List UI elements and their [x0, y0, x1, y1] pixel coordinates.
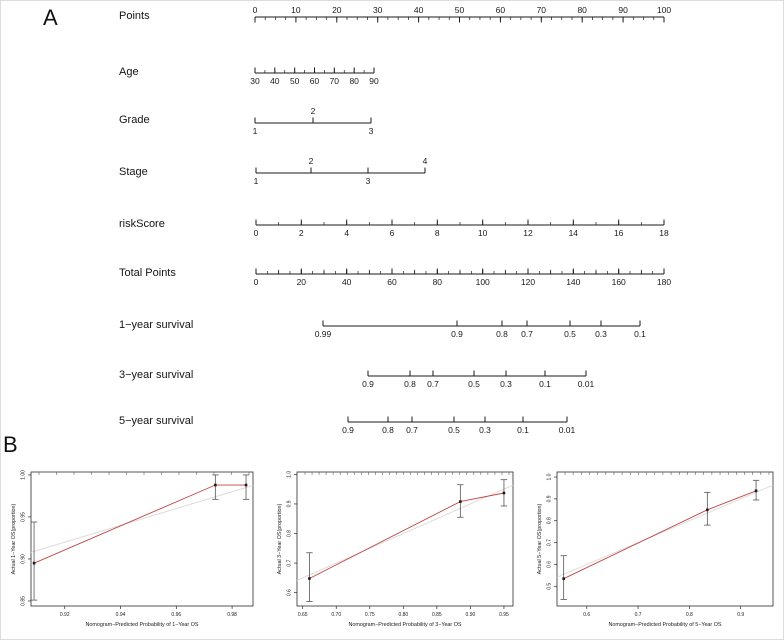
tick-label: 4 — [422, 156, 428, 166]
tick-label: 90 — [618, 5, 628, 15]
tick-label: 0.9 — [362, 379, 374, 389]
tick-label: 0.7 — [406, 425, 418, 435]
tick-label: 0.5 — [448, 425, 460, 435]
tick-label: 0.1 — [539, 379, 551, 389]
tick-label: 1.0 — [546, 473, 553, 481]
x-axis-title: Nomogram−Predicted Probability of 1−Year OS — [85, 622, 199, 628]
y-axis-title: Actual 3−Year OS(proportion) — [277, 503, 283, 575]
calibration-line — [309, 493, 504, 578]
tick-label: 0.7 — [521, 329, 533, 339]
data-point — [214, 484, 217, 487]
tick-label: 60 — [309, 76, 320, 86]
calibration-line — [564, 491, 756, 579]
ideal-line — [31, 485, 253, 552]
nomogram-axis — [254, 156, 428, 186]
tick-label: 0.1 — [517, 425, 529, 435]
tick-label: 12 — [523, 228, 533, 238]
tick-label: 0.9 — [342, 425, 354, 435]
tick-label: 0.7 — [546, 539, 553, 547]
plot-box — [297, 472, 513, 606]
tick-label: 0.99 — [314, 329, 332, 339]
calibration-plot — [277, 471, 513, 628]
nomogram-axis — [254, 220, 669, 239]
y-axis-title: Actual 5−Year OS(proportion) — [537, 503, 543, 575]
tick-label: 0 — [253, 228, 259, 238]
nomogram-axis — [250, 68, 379, 87]
tick-label: 20 — [332, 5, 342, 15]
data-point — [562, 577, 565, 580]
tick-label: 100 — [656, 5, 672, 15]
tick-label: 14 — [568, 228, 579, 238]
nomogram-axis — [254, 269, 672, 288]
ideal-line — [557, 485, 773, 577]
tick-label: 40 — [341, 277, 352, 287]
nomogram-row-label-1-year-survival: 1−year survival — [119, 319, 194, 331]
data-point — [459, 500, 462, 503]
tick-label: 0.85 — [20, 596, 27, 606]
calibration-plot-1-year — [5, 451, 261, 640]
tick-label: 0.8 — [685, 612, 693, 618]
tick-label: 0.90 — [20, 554, 27, 564]
x-axis-title: Nomogram−Predicted Probability of 3−Year OS — [348, 622, 462, 628]
data-point — [706, 509, 709, 512]
tick-label: 0.6 — [583, 612, 591, 618]
plot-box — [557, 472, 773, 606]
data-point — [503, 492, 506, 495]
nomogram-row-label-3-year-survival: 3−year survival — [119, 369, 194, 381]
tick-label: 0.3 — [479, 425, 491, 435]
tick-label: 2 — [310, 106, 316, 116]
tick-label: 0.95 — [499, 612, 509, 618]
nomogram-row-label-points: Points — [119, 10, 150, 22]
nomogram-row-label-riskscore: riskScore — [119, 218, 165, 230]
nomogram-row-label-stage: Stage — [119, 166, 148, 178]
nomogram-axis — [362, 371, 594, 390]
tick-label: 0.98 — [227, 612, 237, 618]
tick-label: 0.6 — [286, 589, 293, 597]
tick-label: 0.94 — [115, 612, 126, 618]
tick-label: 0.7 — [286, 559, 293, 567]
tick-label: 0.01 — [558, 425, 576, 435]
ideal-line — [297, 485, 513, 580]
tick-label: 2 — [298, 228, 304, 238]
tick-label: 0.9 — [546, 495, 553, 503]
tick-label: 100 — [475, 277, 490, 287]
tick-label: 180 — [656, 277, 672, 287]
tick-label: 50 — [289, 76, 300, 86]
tick-label: 0.01 — [577, 379, 595, 389]
calibration-plot-3-year — [265, 451, 521, 640]
tick-label: 0.8 — [286, 530, 293, 538]
tick-label: 0.9 — [286, 500, 293, 508]
tick-label: 1.00 — [20, 470, 27, 480]
data-point — [755, 489, 758, 492]
tick-label: 0.5 — [546, 582, 553, 590]
nomogram-row-label-total-points: Total Points — [119, 267, 176, 279]
calibration-plot — [11, 470, 253, 628]
tick-label: 0.70 — [331, 612, 342, 618]
y-axis-title: Actual 1−Year OS(proportion) — [11, 503, 17, 575]
tick-label: 0.96 — [171, 612, 182, 618]
calibration-plot-5-year — [525, 451, 781, 640]
tick-label: 0.8 — [404, 379, 416, 389]
tick-label: 0.95 — [20, 512, 27, 522]
tick-label: 0.75 — [364, 612, 375, 618]
tick-label: 0.7 — [634, 612, 642, 618]
panel-b-label: B — [3, 432, 18, 457]
tick-label: 4 — [344, 228, 350, 238]
tick-label: 0.8 — [496, 329, 508, 339]
x-axis-title: Nomogram−Predicted Probability of 5−Year OS — [608, 622, 722, 628]
tick-label: 80 — [349, 76, 359, 86]
tick-label: 70 — [329, 76, 340, 86]
tick-label: 0.9 — [451, 329, 463, 339]
tick-label: 70 — [536, 5, 547, 15]
tick-label: 40 — [413, 5, 424, 15]
tick-label: 2 — [308, 156, 314, 166]
data-point — [308, 577, 311, 580]
tick-label: 0 — [253, 277, 259, 287]
nomogram-row-label-grade: Grade — [119, 114, 150, 126]
tick-label: 30 — [372, 5, 383, 15]
tick-label: 0.92 — [59, 612, 70, 618]
data-point — [33, 562, 36, 565]
data-point — [245, 484, 248, 487]
tick-label: 160 — [611, 277, 626, 287]
tick-label: 60 — [387, 277, 397, 287]
tick-label: 0.80 — [398, 612, 409, 618]
tick-label: 80 — [432, 277, 443, 287]
tick-label: 0.5 — [564, 329, 576, 339]
tick-label: 140 — [566, 277, 581, 287]
tick-label: 20 — [296, 277, 307, 287]
tick-label: 0.3 — [500, 379, 512, 389]
panel-a-label: A — [43, 5, 58, 30]
tick-label: 8 — [434, 228, 440, 238]
tick-label: 0.1 — [634, 329, 646, 339]
tick-label: 0 — [252, 5, 258, 15]
tick-label: 0.3 — [595, 329, 607, 339]
nomogram-axis — [253, 5, 672, 23]
tick-label: 10 — [477, 228, 488, 238]
nomogram-axis — [253, 106, 374, 136]
tick-label: 3 — [365, 176, 371, 186]
calibration-plot — [537, 472, 773, 628]
tick-label: 18 — [659, 228, 669, 238]
tick-label: 0.5 — [468, 379, 480, 389]
tick-label: 1 — [252, 126, 258, 136]
tick-label: 30 — [250, 76, 260, 86]
nomogram-axis — [315, 321, 646, 340]
tick-label: 50 — [454, 5, 465, 15]
tick-label: 60 — [495, 5, 506, 15]
tick-label: 1 — [253, 176, 259, 186]
tick-label: 90 — [369, 76, 379, 86]
tick-label: 40 — [270, 76, 280, 86]
tick-label: 80 — [577, 5, 587, 15]
tick-label: 0.90 — [465, 612, 476, 618]
tick-label: 0.8 — [546, 517, 553, 525]
plot-box — [31, 472, 253, 606]
tick-label: 0.7 — [427, 379, 439, 389]
tick-label: 6 — [389, 228, 395, 238]
nomogram-row-label-age: Age — [119, 66, 139, 78]
tick-label: 0.8 — [382, 425, 394, 435]
nomogram-row-label-5-year-survival: 5−year survival — [119, 415, 194, 427]
tick-label: 0.6 — [546, 560, 553, 568]
tick-label: 0.85 — [431, 612, 442, 618]
tick-label: 1.0 — [286, 470, 293, 478]
tick-label: 10 — [291, 5, 301, 15]
tick-label: 0.9 — [737, 612, 745, 618]
tick-label: 0.65 — [297, 612, 308, 618]
tick-label: 16 — [613, 228, 624, 238]
nomogram-axis — [342, 417, 575, 436]
tick-label: 3 — [368, 126, 374, 136]
tick-label: 120 — [520, 277, 536, 287]
